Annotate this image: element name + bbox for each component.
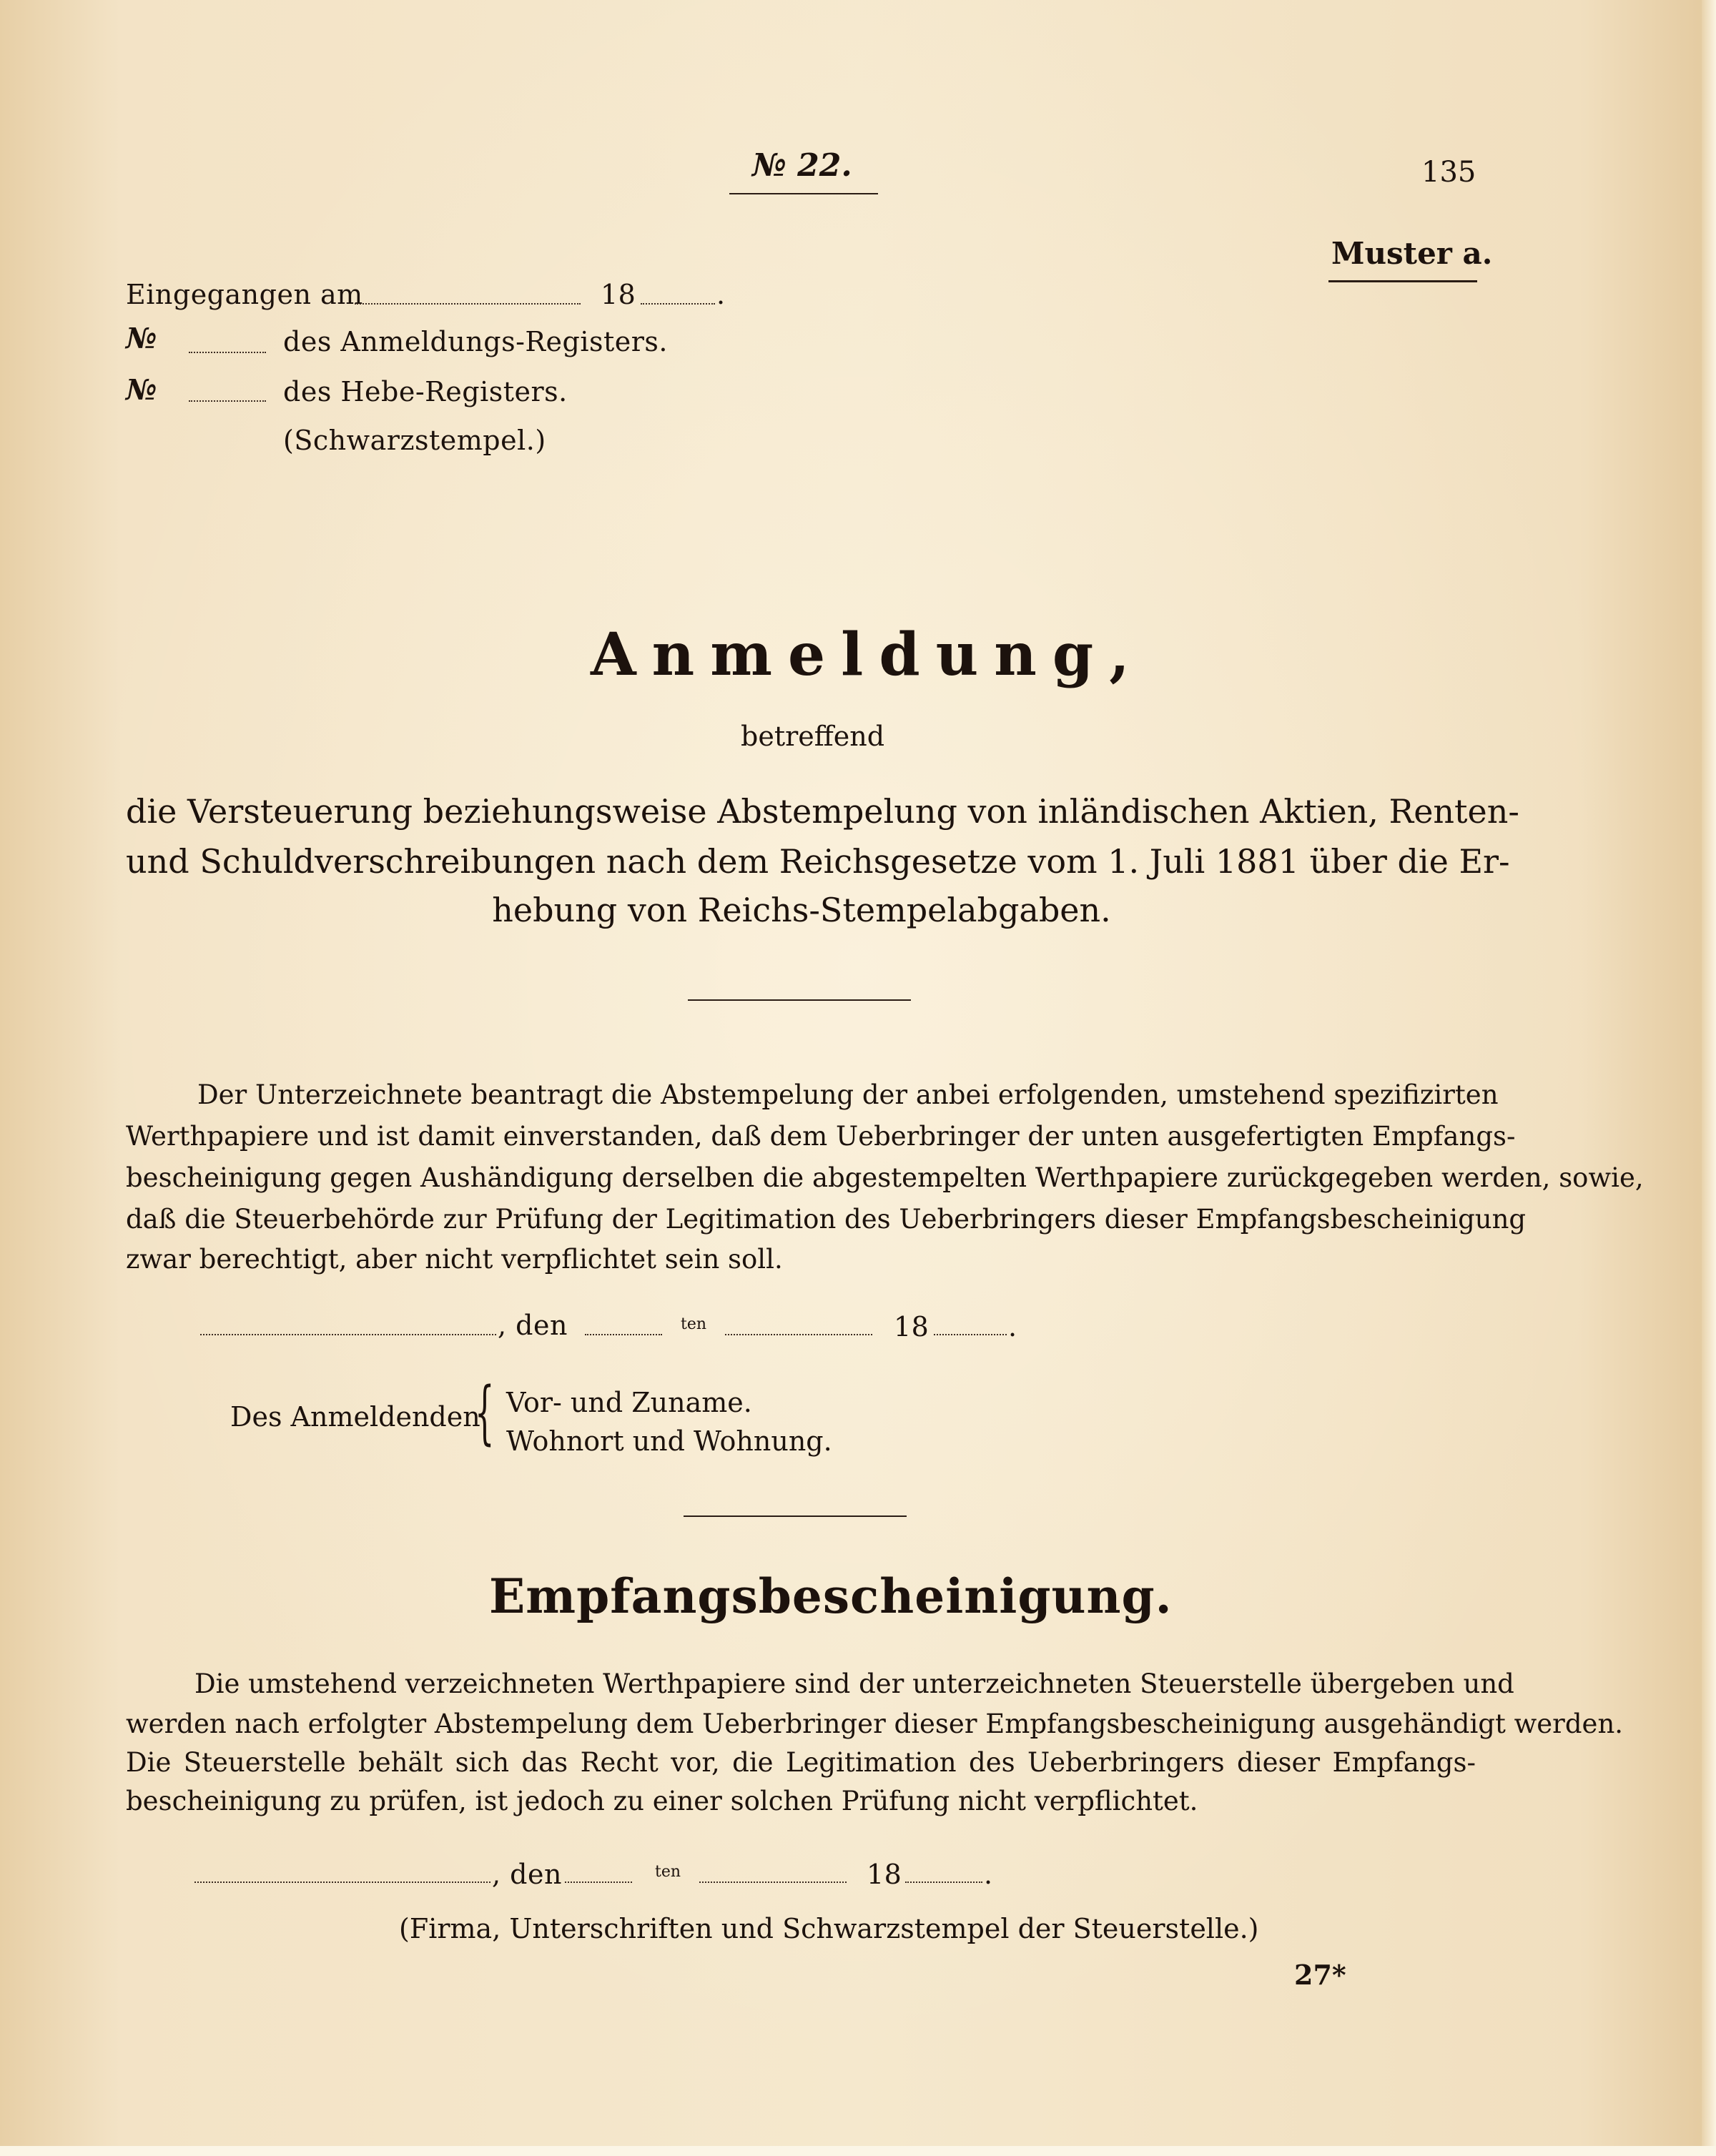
heading-line: und Schuldverschreibungen nach dem Reichsgesetze vom 1. Juli 1881 über die Er-	[126, 842, 1510, 881]
anmeldungs-register-number-field	[189, 352, 266, 353]
heading-line: die Versteuerung beziehungsweise Abstempelung von inländischen Aktien, Renten-	[126, 792, 1519, 831]
paragraph-line: bescheinigung gegen Aushändigung derselben die abgestempelten Werthpapiere zurückgegeben werden, sowie,	[126, 1162, 1644, 1193]
year-prefix: 18	[894, 1311, 930, 1342]
applicant-address-line: Wohnort und Wohnung.	[506, 1425, 832, 1457]
receipt-paragraph-line: Die umstehend verzeichneten Werthpapiere sind der unterzeichneten Steuerstelle übergeben und	[194, 1668, 1514, 1699]
page-number: 135	[1421, 156, 1476, 189]
paper-edge-bottom	[0, 2146, 1716, 2156]
eingegangen-date-field	[355, 303, 581, 305]
stamp-note: (Schwarzstempel.)	[283, 425, 546, 456]
paragraph-line: zwar berechtigt, aber nicht verpflichtet sein soll.	[126, 1244, 783, 1275]
applicant-label: Des Anmeldenden	[230, 1401, 480, 1433]
paragraph-line: daß die Steuerbehörde zur Prüfung der Legitimation des Ueberbringers dieser Empfangsbescheinigung	[126, 1204, 1527, 1235]
section-divider-2	[684, 1515, 907, 1517]
year-prefix-2: 18	[867, 1859, 902, 1890]
signature-mark: 27*	[1294, 1959, 1346, 1991]
no-symbol-anmeldungs: №	[126, 322, 157, 355]
date-end: .	[1008, 1311, 1017, 1342]
day-field-2	[565, 1881, 632, 1883]
hebe-register-number-field	[189, 400, 266, 402]
place-field-2	[194, 1881, 490, 1883]
heading-line: hebung von Reichs-Stempelabgaben.	[492, 891, 1111, 929]
receipt-title: Empfangsbescheinigung.	[489, 1568, 1173, 1624]
hebe-register-label: des Hebe-Registers.	[283, 376, 568, 407]
receipt-paragraph-line: Die Steuerstelle behält sich das Recht vor, die Legitimation des Ueberbringers dieser Empfangs-	[126, 1747, 1476, 1778]
applicant-brace: {	[475, 1373, 495, 1453]
paragraph-line: Der Unterzeichnete beantragt die Abstempelung der anbei erfolgenden, umstehend spezifizirten	[197, 1079, 1499, 1110]
day-field	[585, 1334, 662, 1335]
den-label-2: , den	[492, 1859, 562, 1890]
eingegangen-year-field	[641, 303, 715, 305]
form-number: № 22.	[752, 147, 852, 184]
form-number-underline	[729, 193, 878, 194]
year-field	[934, 1334, 1007, 1335]
applicant-name-line: Vor- und Zuname.	[506, 1387, 752, 1418]
document-subtitle: betreffend	[741, 721, 885, 752]
ten-suffix-2: ten	[655, 1863, 681, 1881]
section-divider	[688, 999, 911, 1001]
signature-note: (Firma, Unterschriften und Schwarzstempel der Steuerstelle.)	[399, 1913, 1259, 1944]
place-field	[200, 1334, 496, 1335]
muster-label: Muster a.	[1331, 236, 1493, 271]
ten-suffix: ten	[681, 1315, 707, 1333]
date-end-2: .	[984, 1859, 993, 1890]
eingegangen-period: .	[716, 279, 726, 310]
document-title: Anmeldung,	[591, 620, 1145, 689]
anmeldungs-register-label: des Anmeldungs-Registers.	[283, 326, 669, 357]
eingegangen-label: Eingegangen am	[126, 279, 363, 310]
no-symbol-hebe: №	[126, 373, 157, 407]
paper-edge-right	[1702, 0, 1716, 2156]
year-field-2	[905, 1881, 982, 1883]
month-field-2	[699, 1881, 847, 1883]
receipt-paragraph-line: bescheinigung zu prüfen, ist jedoch zu einer solchen Prüfung nicht verpflichtet.	[126, 1786, 1198, 1816]
paragraph-line: Werthpapiere und ist damit einverstanden, daß dem Ueberbringer der unten ausgefertigten Empfangs-	[126, 1121, 1516, 1152]
muster-underline	[1328, 280, 1477, 282]
receipt-paragraph-line: werden nach erfolgter Abstempelung dem Ueberbringer dieser Empfangsbescheinigung ausgehändigt werden.	[126, 1709, 1624, 1739]
month-field	[725, 1334, 872, 1335]
eingegangen-year-prefix: 18	[601, 279, 636, 310]
den-label: , den	[498, 1310, 568, 1341]
